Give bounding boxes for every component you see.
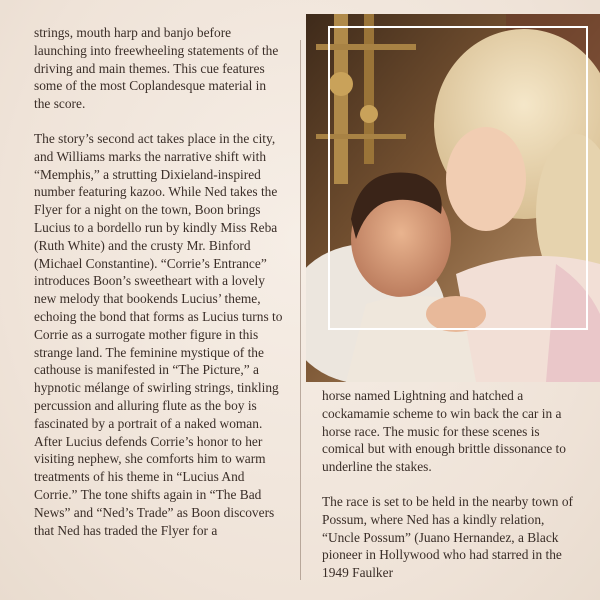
left-text-column [34,24,284,556]
film-still-illustration [306,14,600,382]
right-text-column [322,387,584,599]
film-still-photo [306,14,600,382]
paragraph: The story’s second act takes place in the city, and Williams marks the narrative shift with “Memphis,” a strutting Dixieland-inspired number featuring kazoo. While Ned takes the Flyer for a night on the town, Boon brings Lucius to a bordello run by kindly Miss Reba (Ruth White) and the crusty Mr. Binford (Michael Constantine). “Corrie’s Entrance” introduces Boon’s sweetheart with a lovely new melody that bookends Lucius’ theme, echoing the bond that forms as Lucius turns to Corrie as a surrogate mother figure in this strange land. The feminine mystique of the cathouse is manifested in “The Picture,” a hypnotic mélange of swirling strings, tinkling percussion and alluring flute as the boy is fascinated by a portrait of a naked woman. After Lucius defends Corrie’s honor to her visiting nephew, she comforts him to warm treatments of his theme in “Lucius And Corrie.” The tone shifts again in “The Bad News” and “Ned’s Trade” as Boon discovers that Ned has traded the Flyer for a [34,130,283,538]
paragraph: horse named Lightning and hatched a cockamamie scheme to win back the car in a horse race. The music for these scenes is comical but with enough brittle dissonance to underline the stakes. [322,388,566,475]
paragraph: The race is set to be held in the nearby town of Possum, where Ned has a kindly relation, “Uncle Possum” (Juano Hernandez, a Black pioneer in Hollywood who had starred in the 1949 Faulker [322,493,573,581]
column-divider [300,40,301,580]
paragraph: strings, mouth harp and banjo before launching into freewheeling statements of the driving and main themes. This cue features some of the most Coplandesque material in the score. [34,25,279,112]
